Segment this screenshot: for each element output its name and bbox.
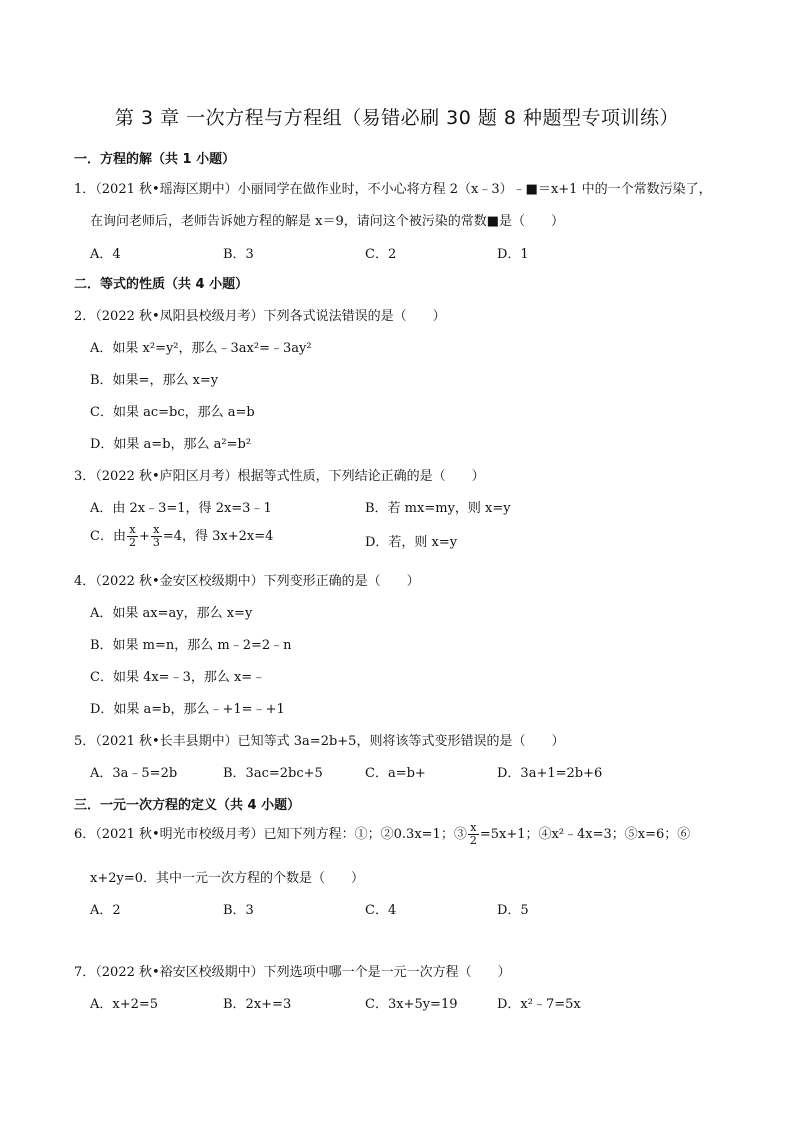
q3-fraction-2 xyxy=(151,524,162,549)
q4-option-b: B．如果 m=n，那么 m﹣2=2﹣n xyxy=(90,638,292,653)
q1-option-b: B．3 xyxy=(223,247,254,262)
q6-fraction-numerator: x xyxy=(468,822,479,835)
q6-option-b: B．3 xyxy=(223,903,254,918)
q5-option-a: A．3a﹣5=2b xyxy=(90,766,178,781)
q3-fraction-1-denominator: 2 xyxy=(128,536,136,549)
q2-stem: 2．（2022 秋•凤阳县校级月考）下列各式说法错误的是（ ） xyxy=(74,309,446,324)
q1-option-c: C．2 xyxy=(365,247,397,262)
q5-option-b: B．3ac=2bc+5 xyxy=(223,766,323,781)
q3-fraction-2-denominator: 3 xyxy=(152,536,160,549)
q3-stem: 3．（2022 秋•庐阳区月考）根据等式性质，下列结论正确的是（ ） xyxy=(74,469,485,484)
q4-option-c: C．如果 4x=﹣3，那么 x=﹣ xyxy=(90,670,266,685)
section-heading-3: 三．一元一次方程的定义（共 4 小题） xyxy=(74,798,301,813)
q3-fraction-2-numerator: x xyxy=(151,524,162,537)
q7-option-b: B．2x+=3 xyxy=(223,997,292,1012)
q1-line1: 1．（2021 秋•瑶海区期中）小丽同学在做作业时，不小心将方程 2（x﹣3）﹣■＝x+1 中的一个常数污染了， xyxy=(74,182,712,197)
q7-option-d: D．x²﹣7=5x xyxy=(497,997,581,1012)
q6-option-a: A．2 xyxy=(90,903,121,918)
q3-option-c xyxy=(90,524,273,549)
q6-fraction xyxy=(468,822,479,847)
q4-stem: 4．（2022 秋•金安区校级期中）下列变形正确的是（ ） xyxy=(74,574,420,589)
q1-option-d: D．1 xyxy=(497,247,529,262)
q2-option-a: A．如果 x²=y²，那么﹣3ax²=﹣3ay² xyxy=(90,341,312,356)
q3-fraction-1 xyxy=(127,524,138,549)
q6-line1-prefix: 6．（2021 秋•明光市校级月考）已知下列方程：①；②0.3x=1；③ xyxy=(74,827,467,842)
q1-line2: 在询问老师后，老师告诉她方程的解是 x＝9，请问这个被污染的常数■是（ ） xyxy=(90,214,565,229)
q7-option-c: C．3x+5y=19 xyxy=(365,997,458,1012)
q3-option-b: B．若 mx=my，则 x=y xyxy=(365,501,511,516)
q3-option-c-suffix: =4，得 3x+2x=4 xyxy=(162,529,274,544)
q3-fraction-1-numerator: x xyxy=(127,524,138,537)
q2-option-d: D．如果 a=b，那么 a²=b² xyxy=(90,437,252,452)
q6-line1-suffix: =5x+1；④x²﹣4x=3；⑤x=6；⑥ xyxy=(479,827,691,842)
page-title: 第 3 章 一次方程与方程组（易错必刷 30 题 8 种题型专项训练） xyxy=(114,107,680,129)
q2-option-c: C．如果 ac=bc，那么 a=b xyxy=(90,405,255,420)
q4-option-d: D．如果 a=b，那么﹣+1=﹣+1 xyxy=(90,702,285,717)
section-heading-1: 一．方程的解（共 1 小题） xyxy=(74,152,236,167)
q6-fraction-denominator: 2 xyxy=(469,834,477,847)
q7-stem: 7．（2022 秋•裕安区校级期中）下列选项中哪一个是一元一次方程（ ） xyxy=(74,965,511,980)
q7-option-a: A．x+2=5 xyxy=(90,997,159,1012)
q6-line2: x+2y=0．其中一元一次方程的个数是（ ） xyxy=(90,871,365,886)
q6-option-d: D．5 xyxy=(497,903,529,918)
q3-plus-sign: + xyxy=(138,529,150,544)
q5-stem: 5．（2021 秋•长丰县期中）已知等式 3a=2b+5，则将该等式变形错误的是（ ） xyxy=(74,734,565,749)
q2-option-b: B．如果=，那么 x=y xyxy=(90,373,219,388)
q1-option-a: A．4 xyxy=(90,247,121,262)
q4-option-a: A．如果 ax=ay，那么 x=y xyxy=(90,606,253,621)
q5-option-c: C．a=b+ xyxy=(365,766,426,781)
q5-option-d: D．3a+1=2b+6 xyxy=(497,766,603,781)
q6-option-c: C．4 xyxy=(365,903,397,918)
q3-option-c-prefix: C．由 xyxy=(90,529,126,544)
q3-option-d: D．若，则 x=y xyxy=(365,535,458,550)
section-heading-2: 二．等式的性质（共 4 小题） xyxy=(74,277,249,292)
q3-option-a: A．由 2x﹣3=1，得 2x=3﹣1 xyxy=(90,501,272,516)
q6-line1 xyxy=(74,822,690,847)
